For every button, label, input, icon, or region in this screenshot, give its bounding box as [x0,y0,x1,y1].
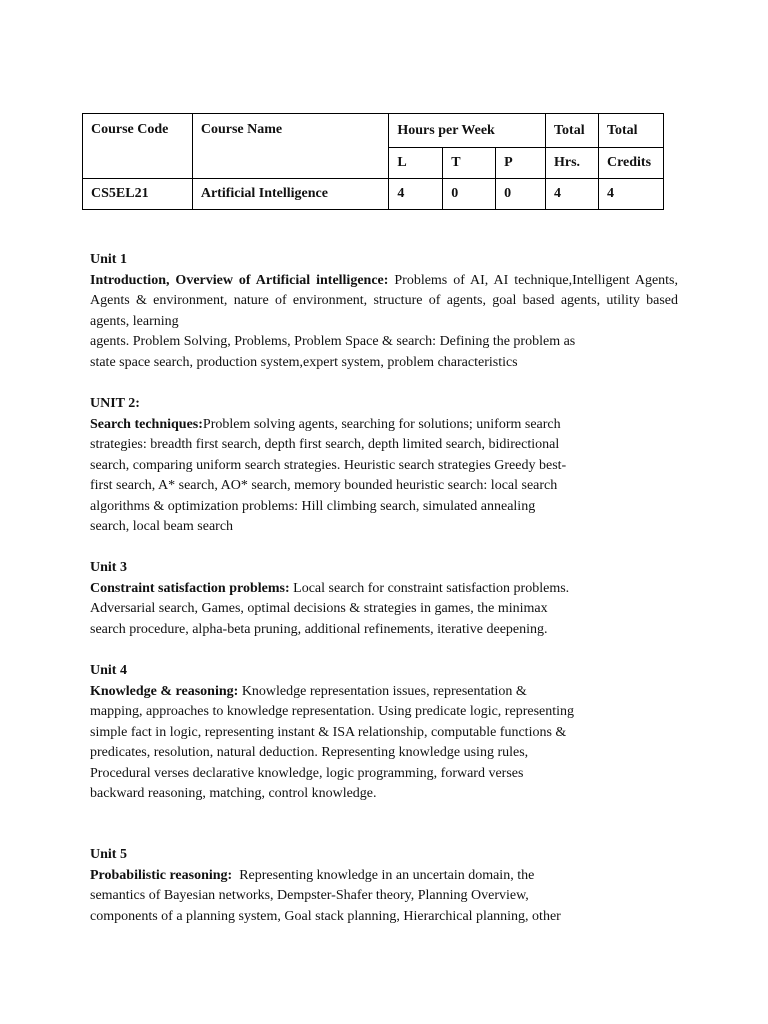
cell-T: 0 [443,179,496,210]
cell-total-hrs: 4 [546,179,599,210]
header-total-credits-bottom: Credits [598,148,663,179]
header-total-hrs-bottom: Hrs. [546,148,599,179]
unit-2 [90,394,566,538]
unit-text: Knowledge representation issues, representation & [238,683,527,699]
unit-line: agents. Problem Solving, Problems, Problem Space & search: Defining the problem as [90,334,576,349]
unit-heading: Unit 4 [90,663,127,678]
unit-line [90,579,569,600]
unit-title: Search techniques: [90,416,203,432]
cell-L: 4 [389,179,443,210]
header-total-hrs-top: Total [546,114,599,148]
unit-line: first search, A* search, AO* search, memory bounded heuristic search: local search [90,478,558,493]
unit-line [90,415,566,436]
unit-line: Adversarial search, Games, optimal decisions & strategies in games, the minimax [90,601,548,616]
unit-heading: UNIT 2: [90,396,140,411]
unit-4 [90,661,574,805]
unit-title: Constraint satisfaction problems: [90,580,290,596]
header-course-name: Course Name [192,114,389,179]
unit-line [90,682,574,703]
unit-line: state space search, production system,expert system, problem characteristics [90,354,518,370]
unit-heading: Unit 3 [90,560,127,575]
unit-line: backward reasoning, matching, control knowledge. [90,786,377,801]
unit-text: Problems of AI, AI technique,Intelligent Agents, Agents & environment, nature of environment, structure of agents, goal based agents, utility based agents, learning [90,272,678,329]
unit-line: strategies: breadth first search, depth first search, depth limited search, bidirectional [90,437,560,452]
unit-3 [90,558,569,640]
unit-line: search procedure, alpha-beta pruning, additional refinements, iterative deepening. [90,621,548,637]
course-table [82,113,664,210]
unit-1 [90,250,678,373]
unit-text: Local search for constraint satisfaction problems. [289,580,570,596]
unit-line: components of a planning system, Goal stack planning, Hierarchical planning, other [90,908,561,924]
header-T: T [443,148,496,179]
unit-line: search, local beam search [90,519,234,534]
cell-course-code: CS5EL21 [83,179,193,210]
header-total-credits-top: Total [598,114,663,148]
unit-title: Probabilistic reasoning: [90,867,233,883]
table-header-row [83,114,664,148]
cell-course-name: Artificial Intelligence [192,179,389,210]
unit-heading: Unit 1 [90,252,127,267]
unit-title: Introduction, Overview of Artificial intelligence: [90,272,389,288]
unit-text: Representing knowledge in an uncertain domain, the [232,867,535,883]
header-L: L [389,148,443,179]
cell-total-credits: 4 [598,179,663,210]
table-row [83,179,664,210]
unit-5 [90,845,561,927]
unit-paragraph [90,271,678,333]
header-hours-per-week: Hours per Week [389,114,546,148]
unit-text: Problem solving agents, searching for solutions; uniform search [202,416,561,432]
unit-heading: Unit 5 [90,847,127,862]
header-P: P [496,148,546,179]
cell-P: 0 [496,179,546,210]
unit-line: search, comparing uniform search strategies. Heuristic search strategies Greedy best- [90,457,567,473]
unit-line: mapping, approaches to knowledge representation. Using predicate logic, representing [90,704,575,719]
unit-title: Knowledge & reasoning: [90,683,239,699]
unit-line: algorithms & optimization problems: Hill climbing search, simulated annealing [90,498,536,514]
unit-line: Procedural verses declarative knowledge, logic programming, forward verses [90,765,524,781]
unit-line: predicates, resolution, natural deduction. Representing knowledge using rules, [90,745,529,760]
unit-line [90,866,561,887]
header-course-code: Course Code [83,114,193,179]
unit-line: semantics of Bayesian networks, Dempster-Shafer theory, Planning Overview, [90,888,529,903]
unit-line: simple fact in logic, representing instant & ISA relationship, computable functions & [90,724,567,740]
